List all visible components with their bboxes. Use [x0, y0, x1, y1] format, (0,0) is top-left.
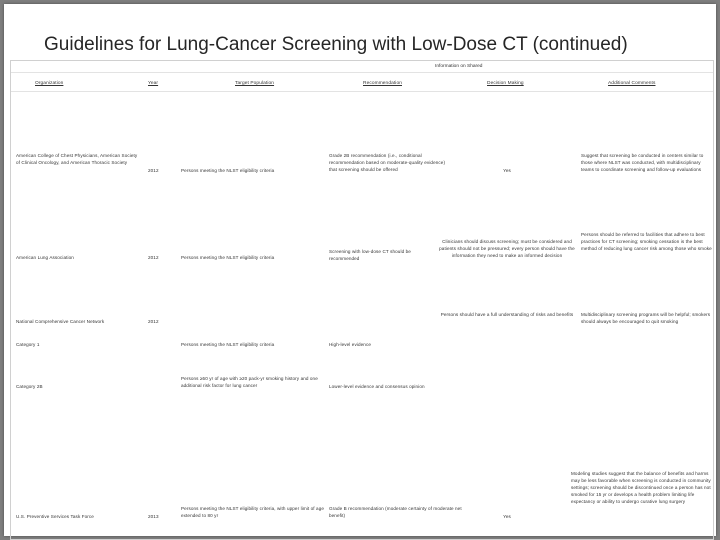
cell-recommendation: Screening with low-dose CT should be recommended	[329, 249, 411, 261]
header-recommendation: Recommendation	[363, 81, 402, 86]
cell-decision: Yes	[503, 168, 511, 173]
super-header: Information on Shared	[435, 64, 483, 69]
cell-recommendation: Grade 2B recommendation (i.e., conditional recommendation based on moderate-quality evidence) that screening should be offered	[329, 153, 446, 172]
header-year: Year	[148, 81, 159, 86]
cell-target: Persons meeting the NLST eligibility criteria	[181, 342, 275, 347]
cell-recommendation: Lower-level evidence and consensus opinion	[329, 384, 425, 389]
row-divider	[11, 72, 713, 73]
row-divider	[11, 91, 713, 92]
cell-organization: American Lung Association	[16, 255, 74, 260]
cell-decision: Persons should have a full understanding of risks and benefits	[440, 312, 574, 317]
cell-year: 2012	[148, 319, 159, 324]
cell-organization: American College of Chest Physicians, American Society of Clinical Oncology, and American Thoracic Society	[16, 153, 138, 165]
cell-decision: Clinicians should discuss screening; must be considered and patients should not be pressured; every person should have the information they need to make an informed decision	[439, 239, 575, 258]
header-organization: Organization	[35, 81, 64, 86]
slide-title: Guidelines for Lung-Cancer Screening with Low-Dose CT (continued)	[44, 34, 628, 55]
cell-organization: Category 2B	[16, 384, 43, 389]
cell-organization: National Comprehensive Cancer Network	[16, 319, 105, 324]
cell-comments: Suggest that screening be conducted in centers similar to those where NLST was conducted, with multidisciplinary teams to coordinate screening and follow-up evaluations	[581, 153, 704, 172]
cell-organization: Category 1	[16, 342, 40, 347]
cell-year: 2013	[148, 514, 159, 519]
cell-target: Persons ≥50 yr of age with ≥20 pack-yr smoking history and one additional risk factor for lung cancer	[181, 376, 318, 388]
cell-comments: Persons should be referred to facilities that adhere to best practices for CT screening; smoking cessation is the best method of reducing lung cancer risk among those who smoke	[581, 232, 712, 251]
cell-decision: Yes	[503, 514, 511, 519]
header-decision-making: Decision Making	[487, 81, 524, 86]
cell-comments: Modeling studies suggest that the balance of benefits and harms may be less favorable when screening is conducted in community settings; screening should be discontinued once a person has not smoked for 15 yr or develops a health problem limiting life expectancy or ability to undergo curative lung surgery	[571, 471, 711, 504]
cell-target: Persons meeting the NLST eligibility criteria, with upper limit of age extended to 80 yr	[181, 506, 325, 518]
header-target-population: Target Population	[235, 81, 275, 86]
cell-comments: Multidisciplinary screening programs will be helpful; smokers should always be encouraged to quit smoking	[581, 312, 711, 324]
slide	[4, 4, 716, 536]
cell-year: 2012	[148, 168, 159, 173]
cell-recommendation: Grade B recommendation (moderate certainty of moderate net benefit)	[329, 506, 462, 518]
cell-target: Persons meeting the NLST eligibility criteria	[181, 255, 275, 260]
guidelines-table	[10, 60, 714, 540]
cell-organization: U.S. Preventive Services Task Force	[16, 514, 94, 519]
cell-recommendation: High-level evidence	[329, 342, 371, 347]
header-additional-comments: Additional Comments	[608, 81, 656, 86]
cell-year: 2012	[148, 255, 159, 260]
cell-target: Persons meeting the NLST eligibility criteria	[181, 168, 275, 173]
